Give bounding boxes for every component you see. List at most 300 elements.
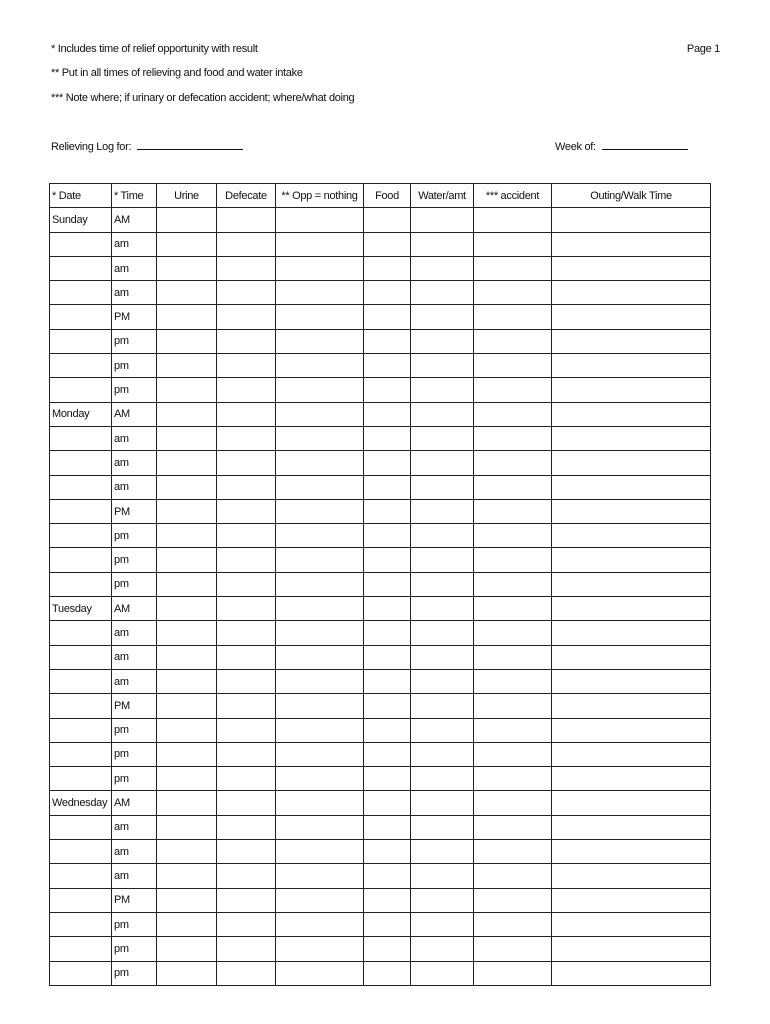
entry-cell[interactable]: [364, 548, 411, 572]
date-cell[interactable]: Wednesday: [50, 791, 112, 815]
time-cell[interactable]: am: [112, 840, 157, 864]
entry-cell[interactable]: [411, 912, 474, 936]
time-cell[interactable]: pm: [112, 329, 157, 353]
entry-cell[interactable]: [411, 572, 474, 596]
entry-cell[interactable]: [364, 767, 411, 791]
time-cell[interactable]: am: [112, 864, 157, 888]
date-cell[interactable]: [50, 378, 112, 402]
entry-cell[interactable]: [474, 961, 552, 985]
entry-cell[interactable]: [411, 354, 474, 378]
time-cell[interactable]: am: [112, 475, 157, 499]
time-cell[interactable]: am: [112, 815, 157, 839]
entry-cell[interactable]: [474, 937, 552, 961]
entry-cell[interactable]: [552, 208, 711, 232]
entry-cell[interactable]: [217, 281, 276, 305]
col-food: Food: [364, 184, 411, 208]
entry-cell[interactable]: [364, 937, 411, 961]
entry-cell[interactable]: [552, 378, 711, 402]
entry-cell[interactable]: [217, 694, 276, 718]
entry-cell[interactable]: [474, 256, 552, 280]
entry-cell[interactable]: [217, 669, 276, 693]
entry-cell[interactable]: [364, 232, 411, 256]
entry-cell[interactable]: [364, 718, 411, 742]
entry-cell[interactable]: [276, 961, 364, 985]
date-cell[interactable]: [50, 937, 112, 961]
table-row: [50, 426, 711, 450]
table-row: [50, 451, 711, 475]
entry-cell[interactable]: [552, 888, 711, 912]
date-cell[interactable]: [50, 475, 112, 499]
entry-cell[interactable]: [474, 208, 552, 232]
entry-cell[interactable]: [474, 329, 552, 353]
date-cell[interactable]: [50, 694, 112, 718]
entry-cell[interactable]: [217, 961, 276, 985]
date-cell[interactable]: [50, 451, 112, 475]
entry-cell[interactable]: [364, 329, 411, 353]
time-cell[interactable]: AM: [112, 791, 157, 815]
entry-cell[interactable]: [217, 499, 276, 523]
time-cell[interactable]: pm: [112, 354, 157, 378]
date-cell[interactable]: [50, 767, 112, 791]
entry-cell[interactable]: [364, 402, 411, 426]
entry-cell[interactable]: [217, 621, 276, 645]
entry-cell[interactable]: [276, 669, 364, 693]
entry-cell[interactable]: [217, 548, 276, 572]
date-cell[interactable]: [50, 621, 112, 645]
entry-cell[interactable]: [276, 791, 364, 815]
entry-cell[interactable]: [276, 815, 364, 839]
entry-cell[interactable]: [217, 718, 276, 742]
entry-cell[interactable]: [364, 305, 411, 329]
entry-cell[interactable]: [157, 329, 217, 353]
log-for-blank[interactable]: [137, 139, 243, 150]
entry-cell[interactable]: [157, 937, 217, 961]
date-cell[interactable]: [50, 572, 112, 596]
entry-cell[interactable]: [217, 767, 276, 791]
entry-cell[interactable]: [552, 281, 711, 305]
entry-cell[interactable]: [474, 499, 552, 523]
date-cell[interactable]: [50, 669, 112, 693]
date-cell[interactable]: [50, 961, 112, 985]
date-cell[interactable]: [50, 742, 112, 766]
date-cell[interactable]: [50, 305, 112, 329]
entry-cell[interactable]: [157, 402, 217, 426]
entry-cell[interactable]: [157, 354, 217, 378]
entry-cell[interactable]: [157, 718, 217, 742]
entry-cell[interactable]: [157, 426, 217, 450]
date-cell[interactable]: Sunday: [50, 208, 112, 232]
entry-cell[interactable]: [474, 524, 552, 548]
entry-cell[interactable]: [157, 305, 217, 329]
entry-cell[interactable]: [157, 742, 217, 766]
entry-cell[interactable]: [552, 791, 711, 815]
time-cell[interactable]: pm: [112, 937, 157, 961]
entry-cell[interactable]: [474, 402, 552, 426]
entry-cell[interactable]: [217, 402, 276, 426]
entry-cell[interactable]: [474, 597, 552, 621]
entry-cell[interactable]: [364, 815, 411, 839]
entry-cell[interactable]: [276, 912, 364, 936]
entry-cell[interactable]: [411, 864, 474, 888]
entry-cell[interactable]: [364, 864, 411, 888]
entry-cell[interactable]: [157, 840, 217, 864]
entry-cell[interactable]: [474, 451, 552, 475]
entry-cell[interactable]: [364, 597, 411, 621]
entry-cell[interactable]: [217, 354, 276, 378]
entry-cell[interactable]: [157, 864, 217, 888]
entry-cell[interactable]: [217, 256, 276, 280]
time-cell[interactable]: am: [112, 451, 157, 475]
entry-cell[interactable]: [474, 888, 552, 912]
entry-cell[interactable]: [474, 281, 552, 305]
entry-cell[interactable]: [276, 742, 364, 766]
entry-cell[interactable]: [217, 232, 276, 256]
time-cell[interactable]: am: [112, 645, 157, 669]
entry-cell[interactable]: [552, 815, 711, 839]
entry-cell[interactable]: [217, 475, 276, 499]
entry-cell[interactable]: [411, 888, 474, 912]
entry-cell[interactable]: [157, 256, 217, 280]
entry-cell[interactable]: [276, 597, 364, 621]
entry-cell[interactable]: [276, 888, 364, 912]
entry-cell[interactable]: [552, 767, 711, 791]
entry-cell[interactable]: [364, 451, 411, 475]
date-cell[interactable]: [50, 864, 112, 888]
time-cell[interactable]: PM: [112, 499, 157, 523]
entry-cell[interactable]: [276, 767, 364, 791]
entry-cell[interactable]: [217, 329, 276, 353]
entry-cell[interactable]: [276, 232, 364, 256]
entry-cell[interactable]: [364, 499, 411, 523]
entry-cell[interactable]: [364, 208, 411, 232]
date-cell[interactable]: Tuesday: [50, 597, 112, 621]
entry-cell[interactable]: [217, 378, 276, 402]
time-cell[interactable]: AM: [112, 402, 157, 426]
entry-cell[interactable]: [364, 621, 411, 645]
entry-cell[interactable]: [217, 572, 276, 596]
entry-cell[interactable]: [552, 718, 711, 742]
entry-cell[interactable]: [364, 694, 411, 718]
entry-cell[interactable]: [276, 645, 364, 669]
entry-cell[interactable]: [411, 840, 474, 864]
entry-cell[interactable]: [411, 378, 474, 402]
table-row: [50, 791, 711, 815]
entry-cell[interactable]: [276, 451, 364, 475]
week-of-blank[interactable]: [602, 139, 688, 150]
entry-cell[interactable]: [411, 718, 474, 742]
entry-cell[interactable]: [411, 742, 474, 766]
entry-cell[interactable]: [157, 378, 217, 402]
entry-cell[interactable]: [217, 524, 276, 548]
entry-cell[interactable]: [157, 232, 217, 256]
entry-cell[interactable]: [552, 475, 711, 499]
entry-cell[interactable]: [364, 475, 411, 499]
date-cell[interactable]: [50, 912, 112, 936]
entry-cell[interactable]: [411, 694, 474, 718]
entry-cell[interactable]: [276, 937, 364, 961]
time-cell[interactable]: pm: [112, 378, 157, 402]
entry-cell[interactable]: [157, 475, 217, 499]
entry-cell[interactable]: [157, 451, 217, 475]
entry-cell[interactable]: [276, 281, 364, 305]
entry-cell[interactable]: [411, 645, 474, 669]
entry-cell[interactable]: [552, 499, 711, 523]
entry-cell[interactable]: [364, 888, 411, 912]
entry-cell[interactable]: [474, 354, 552, 378]
date-cell[interactable]: [50, 548, 112, 572]
entry-cell[interactable]: [217, 864, 276, 888]
entry-cell[interactable]: [411, 791, 474, 815]
entry-cell[interactable]: [552, 305, 711, 329]
date-cell[interactable]: [50, 499, 112, 523]
entry-cell[interactable]: [217, 645, 276, 669]
entry-cell[interactable]: [157, 791, 217, 815]
entry-cell[interactable]: [364, 645, 411, 669]
entry-cell[interactable]: [364, 912, 411, 936]
entry-cell[interactable]: [474, 232, 552, 256]
entry-cell[interactable]: [474, 815, 552, 839]
entry-cell[interactable]: [157, 597, 217, 621]
date-cell[interactable]: [50, 354, 112, 378]
entry-cell[interactable]: [276, 499, 364, 523]
entry-cell[interactable]: [411, 767, 474, 791]
entry-cell[interactable]: [552, 426, 711, 450]
entry-cell[interactable]: [157, 815, 217, 839]
entry-cell[interactable]: [474, 718, 552, 742]
entry-cell[interactable]: [411, 548, 474, 572]
entry-cell[interactable]: [276, 475, 364, 499]
date-cell[interactable]: [50, 645, 112, 669]
date-cell[interactable]: [50, 256, 112, 280]
date-cell[interactable]: [50, 888, 112, 912]
entry-cell[interactable]: [364, 426, 411, 450]
entry-cell[interactable]: [276, 718, 364, 742]
entry-cell[interactable]: [276, 354, 364, 378]
entry-cell[interactable]: [157, 499, 217, 523]
table-row: [50, 718, 711, 742]
entry-cell[interactable]: [411, 281, 474, 305]
note-2: ** Put in all times of relieving and food and water intake: [51, 67, 303, 79]
entry-cell[interactable]: [276, 305, 364, 329]
time-cell[interactable]: am: [112, 281, 157, 305]
entry-cell[interactable]: [411, 451, 474, 475]
entry-cell[interactable]: [474, 742, 552, 766]
entry-cell[interactable]: [157, 694, 217, 718]
entry-cell[interactable]: [364, 572, 411, 596]
entry-cell[interactable]: [552, 840, 711, 864]
entry-cell[interactable]: [364, 524, 411, 548]
entry-cell[interactable]: [217, 888, 276, 912]
entry-cell[interactable]: [364, 791, 411, 815]
entry-cell[interactable]: [364, 378, 411, 402]
time-cell[interactable]: pm: [112, 912, 157, 936]
entry-cell[interactable]: [217, 791, 276, 815]
entry-cell[interactable]: [411, 475, 474, 499]
time-cell[interactable]: am: [112, 232, 157, 256]
entry-cell[interactable]: [552, 548, 711, 572]
time-cell[interactable]: pm: [112, 767, 157, 791]
entry-cell[interactable]: [157, 961, 217, 985]
entry-cell[interactable]: [217, 305, 276, 329]
entry-cell[interactable]: [157, 548, 217, 572]
entry-cell[interactable]: [474, 621, 552, 645]
entry-cell[interactable]: [552, 597, 711, 621]
entry-cell[interactable]: [552, 402, 711, 426]
entry-cell[interactable]: [411, 402, 474, 426]
entry-cell[interactable]: [552, 451, 711, 475]
time-cell[interactable]: am: [112, 621, 157, 645]
entry-cell[interactable]: [411, 669, 474, 693]
entry-cell[interactable]: [411, 305, 474, 329]
entry-cell[interactable]: [157, 572, 217, 596]
time-cell[interactable]: PM: [112, 305, 157, 329]
entry-cell[interactable]: [411, 937, 474, 961]
time-cell[interactable]: pm: [112, 524, 157, 548]
time-cell[interactable]: PM: [112, 694, 157, 718]
entry-cell[interactable]: [364, 281, 411, 305]
entry-cell[interactable]: [276, 329, 364, 353]
entry-cell[interactable]: [217, 840, 276, 864]
entry-cell[interactable]: [157, 524, 217, 548]
time-cell[interactable]: am: [112, 426, 157, 450]
entry-cell[interactable]: [364, 961, 411, 985]
entry-cell[interactable]: [552, 621, 711, 645]
entry-cell[interactable]: [474, 548, 552, 572]
entry-cell[interactable]: [157, 669, 217, 693]
entry-cell[interactable]: [217, 597, 276, 621]
entry-cell[interactable]: [474, 475, 552, 499]
time-cell[interactable]: pm: [112, 961, 157, 985]
entry-cell[interactable]: [276, 840, 364, 864]
entry-cell[interactable]: [552, 669, 711, 693]
time-cell[interactable]: pm: [112, 718, 157, 742]
entry-cell[interactable]: [411, 232, 474, 256]
entry-cell[interactable]: [474, 767, 552, 791]
entry-cell[interactable]: [411, 524, 474, 548]
entry-cell[interactable]: [217, 742, 276, 766]
entry-cell[interactable]: [364, 840, 411, 864]
entry-cell[interactable]: [276, 402, 364, 426]
entry-cell[interactable]: [217, 451, 276, 475]
entry-cell[interactable]: [474, 864, 552, 888]
entry-cell[interactable]: [474, 645, 552, 669]
entry-cell[interactable]: [276, 426, 364, 450]
time-cell[interactable]: pm: [112, 572, 157, 596]
entry-cell[interactable]: [474, 305, 552, 329]
time-cell[interactable]: pm: [112, 742, 157, 766]
entry-cell[interactable]: [157, 281, 217, 305]
entry-cell[interactable]: [411, 208, 474, 232]
entry-cell[interactable]: [552, 329, 711, 353]
entry-cell[interactable]: [411, 815, 474, 839]
date-cell[interactable]: [50, 329, 112, 353]
entry-cell[interactable]: [276, 694, 364, 718]
entry-cell[interactable]: [552, 354, 711, 378]
entry-cell[interactable]: [552, 937, 711, 961]
entry-cell[interactable]: [474, 912, 552, 936]
entry-cell[interactable]: [157, 645, 217, 669]
entry-cell[interactable]: [217, 208, 276, 232]
table-row: [50, 597, 711, 621]
entry-cell[interactable]: [276, 524, 364, 548]
time-cell[interactable]: am: [112, 256, 157, 280]
entry-cell[interactable]: [411, 597, 474, 621]
entry-cell[interactable]: [364, 256, 411, 280]
entry-cell[interactable]: [552, 912, 711, 936]
entry-cell[interactable]: [217, 937, 276, 961]
entry-cell[interactable]: [157, 621, 217, 645]
time-cell[interactable]: AM: [112, 597, 157, 621]
entry-cell[interactable]: [217, 426, 276, 450]
entry-cell[interactable]: [474, 572, 552, 596]
entry-cell[interactable]: [474, 378, 552, 402]
date-cell[interactable]: [50, 524, 112, 548]
entry-cell[interactable]: [552, 742, 711, 766]
table-row: [50, 402, 711, 426]
entry-cell[interactable]: [552, 256, 711, 280]
entry-cell[interactable]: [552, 572, 711, 596]
entry-cell[interactable]: [411, 621, 474, 645]
entry-cell[interactable]: [157, 888, 217, 912]
entry-cell[interactable]: [276, 864, 364, 888]
entry-cell[interactable]: [276, 208, 364, 232]
entry-cell[interactable]: [364, 669, 411, 693]
entry-cell[interactable]: [552, 232, 711, 256]
entry-cell[interactable]: [157, 208, 217, 232]
time-cell[interactable]: AM: [112, 208, 157, 232]
table-row: [50, 621, 711, 645]
entry-cell[interactable]: [411, 961, 474, 985]
entry-cell[interactable]: [276, 572, 364, 596]
entry-cell[interactable]: [411, 499, 474, 523]
date-cell[interactable]: [50, 815, 112, 839]
date-cell[interactable]: [50, 840, 112, 864]
entry-cell[interactable]: [276, 378, 364, 402]
time-cell[interactable]: PM: [112, 888, 157, 912]
entry-cell[interactable]: [364, 742, 411, 766]
time-cell[interactable]: pm: [112, 548, 157, 572]
entry-cell[interactable]: [276, 256, 364, 280]
date-cell[interactable]: [50, 718, 112, 742]
entry-cell[interactable]: [276, 621, 364, 645]
entry-cell[interactable]: [552, 645, 711, 669]
entry-cell[interactable]: [474, 694, 552, 718]
entry-cell[interactable]: [474, 426, 552, 450]
date-cell[interactable]: [50, 281, 112, 305]
entry-cell[interactable]: [276, 548, 364, 572]
entry-cell[interactable]: [217, 912, 276, 936]
entry-cell[interactable]: [552, 524, 711, 548]
date-cell[interactable]: Monday: [50, 402, 112, 426]
date-cell[interactable]: [50, 232, 112, 256]
entry-cell[interactable]: [474, 669, 552, 693]
entry-cell[interactable]: [411, 329, 474, 353]
entry-cell[interactable]: [552, 694, 711, 718]
entry-cell[interactable]: [411, 256, 474, 280]
entry-cell[interactable]: [157, 767, 217, 791]
entry-cell[interactable]: [411, 426, 474, 450]
entry-cell[interactable]: [474, 840, 552, 864]
week-of-field: [555, 139, 688, 153]
entry-cell[interactable]: [552, 864, 711, 888]
date-cell[interactable]: [50, 426, 112, 450]
entry-cell[interactable]: [217, 815, 276, 839]
entry-cell[interactable]: [364, 354, 411, 378]
entry-cell[interactable]: [552, 961, 711, 985]
entry-cell[interactable]: [157, 912, 217, 936]
time-cell[interactable]: am: [112, 669, 157, 693]
entry-cell[interactable]: [474, 791, 552, 815]
